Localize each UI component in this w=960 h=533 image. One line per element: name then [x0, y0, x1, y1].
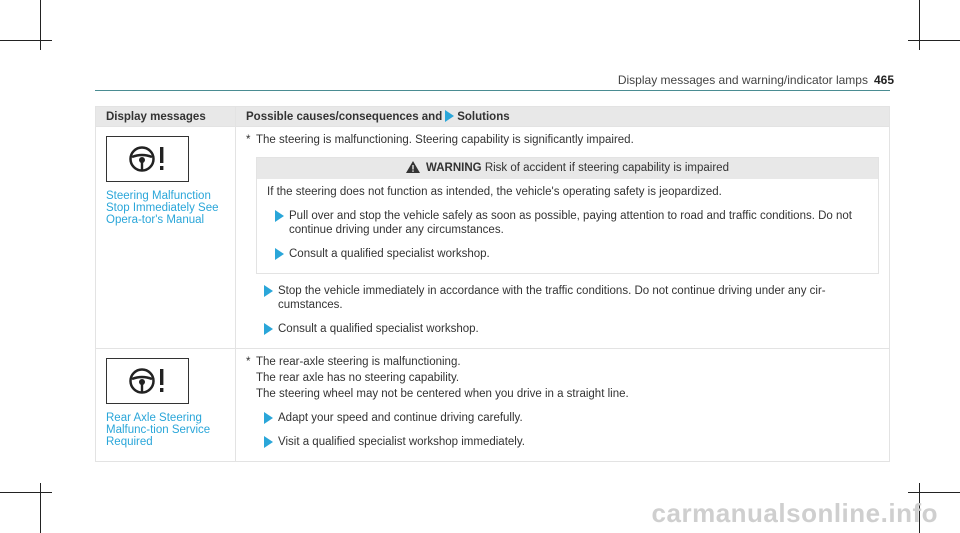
crop-mark [919, 0, 920, 50]
solution-step: Visit a qualified specialist workshop immediately. [256, 435, 879, 449]
table-header-row [96, 107, 890, 127]
section-title: Display messages and warning/indicator lamps [617, 73, 868, 87]
warning-triangle-icon [406, 161, 420, 176]
warning-box [256, 157, 879, 274]
crop-mark [40, 0, 41, 50]
crop-mark [40, 483, 41, 533]
causes-cell [236, 349, 890, 462]
warning-body-text: If the steering does not function as intended, the vehicle's operating safety is jeopardized. [267, 186, 722, 198]
arrow-right-icon [264, 412, 273, 424]
steering-wheel-exclamation-icon [106, 358, 189, 404]
running-header [618, 73, 894, 87]
table-row [96, 349, 890, 462]
display-messages-table [95, 106, 890, 462]
steering-wheel-exclamation-icon [106, 136, 189, 182]
solution-step: Consult a qualified specialist workshop. [256, 322, 879, 336]
solution-steps [256, 284, 879, 336]
arrow-right-icon [445, 110, 454, 122]
col-header-display-messages: Display messages [96, 107, 236, 127]
warning-step: Consult a qualified specialist workshop. [267, 247, 868, 261]
cause-text: * The steering is malfunctioning. Steering capability is significantly impaired. [246, 134, 634, 146]
arrow-right-icon [264, 285, 273, 297]
cause-line: The steering wheel may not be centered when you drive in a straight line. [256, 388, 629, 400]
cause-text: * The rear-axle steering is malfunctioning. [246, 356, 461, 368]
display-message-text: Steering Malfunction Stop Immediately See Opera-tor's Manual [106, 190, 219, 226]
footnote-marker: * [246, 134, 251, 146]
crop-mark [908, 40, 960, 41]
warning-header [257, 158, 878, 179]
warning-step: Pull over and stop the vehicle safely as soon as possible, paying attention to road and traffic conditions. Do not continue driving under any circumstances. [267, 209, 868, 237]
crop-mark [0, 40, 52, 41]
solution-steps [256, 411, 879, 449]
header-rule [95, 90, 890, 91]
cause-line: The rear axle has no steering capability. [256, 372, 460, 384]
message-cell [96, 127, 236, 349]
crop-mark [0, 492, 52, 493]
display-message-text: Rear Axle Steering Malfunc-tion Service Required [106, 412, 211, 448]
arrow-right-icon [264, 323, 273, 335]
causes-cell [236, 127, 890, 349]
arrow-right-icon [275, 210, 284, 222]
page-number: 465 [873, 73, 894, 87]
warning-body [257, 179, 878, 273]
col-header-causes: Possible causes/consequences and Solutions [236, 107, 890, 127]
table-row [96, 127, 890, 349]
solution-step: Stop the vehicle immediately in accordance with the traffic conditions. Do not continue driving under any cir-cumstances. [256, 284, 879, 312]
warning-label: WARNING [426, 162, 482, 174]
message-cell [96, 349, 236, 462]
arrow-right-icon [275, 248, 284, 260]
footnote-marker: * [246, 356, 251, 368]
warning-title: Risk of accident if steering capability is impaired [484, 162, 729, 174]
watermark: carmanualsonline.info [651, 498, 938, 528]
crop-mark [908, 492, 960, 493]
solution-step: Adapt your speed and continue driving carefully. [256, 411, 879, 425]
arrow-right-icon [264, 436, 273, 448]
